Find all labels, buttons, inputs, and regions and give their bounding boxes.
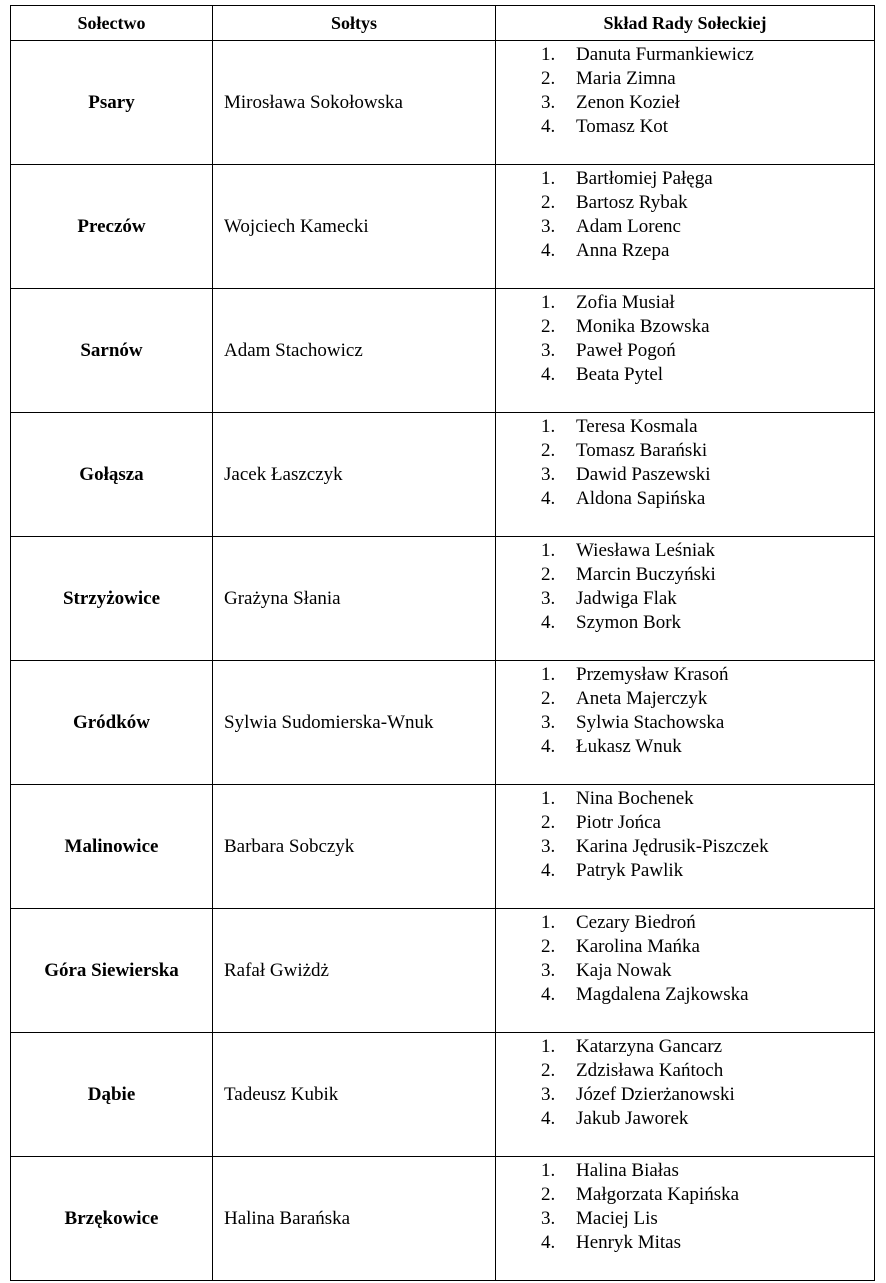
council-member-name: Halina Białas [576, 1160, 679, 1181]
list-number: 1. [541, 540, 556, 561]
council-member-name: Jakub Jaworek [576, 1108, 689, 1129]
village-head-name: Grażyna Słania [213, 537, 496, 661]
council-list [496, 41, 874, 139]
council-list [496, 1033, 874, 1131]
village-name: Góra Siewierska [11, 909, 213, 1033]
list-number: 1. [541, 1160, 556, 1181]
village-head-name: Jacek Łaszczyk [213, 413, 496, 537]
council-member-item [496, 959, 874, 983]
list-number: 2. [541, 440, 556, 461]
council-member-name: Łukasz Wnuk [576, 736, 682, 757]
list-number: 3. [541, 712, 556, 733]
list-number: 3. [541, 92, 556, 113]
council-member-name: Sylwia Stachowska [576, 712, 725, 733]
council-member-name: Karolina Mańka [576, 936, 700, 957]
council-member-name: Patryk Pawlik [576, 860, 684, 881]
list-number: 4. [541, 240, 556, 261]
village-name: Brzękowice [11, 1157, 213, 1281]
village-head-name: Wojciech Kamecki [213, 165, 496, 289]
header-village: Sołectwo [11, 6, 213, 41]
council-member-name: Bartosz Rybak [576, 192, 688, 213]
council-member-name: Paweł Pogoń [576, 340, 676, 361]
council-member-item [496, 663, 874, 687]
council-members [496, 413, 875, 537]
list-number: 1. [541, 1036, 556, 1057]
list-number: 2. [541, 192, 556, 213]
list-number: 4. [541, 364, 556, 385]
list-number: 2. [541, 688, 556, 709]
council-member-name: Anna Rzepa [576, 240, 670, 261]
council-member-name: Zenon Kozieł [576, 92, 680, 113]
council-member-item [496, 463, 874, 487]
list-number: 4. [541, 736, 556, 757]
council-member-item [496, 983, 874, 1007]
council-member-name: Małgorzata Kapińska [576, 1184, 740, 1205]
council-member-item [496, 315, 874, 339]
list-number: 1. [541, 788, 556, 809]
council-member-item [496, 439, 874, 463]
council-list [496, 909, 874, 1007]
list-number: 2. [541, 1060, 556, 1081]
council-member-item [496, 611, 874, 635]
header-row [11, 6, 875, 41]
list-number: 4. [541, 984, 556, 1005]
council-member-item [496, 91, 874, 115]
list-number: 2. [541, 936, 556, 957]
council-member-name: Teresa Kosmala [576, 416, 698, 437]
council-member-name: Aldona Sapińska [576, 488, 706, 509]
table-body [11, 41, 875, 1281]
list-number: 3. [541, 588, 556, 609]
table-row [11, 661, 875, 785]
village-head-name: Halina Barańska [213, 1157, 496, 1281]
council-member-item [496, 415, 874, 439]
list-number: 3. [541, 1208, 556, 1229]
council-members [496, 537, 875, 661]
council-members [496, 41, 875, 165]
village-head-name: Sylwia Sudomierska-Wnuk [213, 661, 496, 785]
list-number: 3. [541, 1084, 556, 1105]
council-member-item [496, 935, 874, 959]
council-member-item [496, 215, 874, 239]
list-number: 1. [541, 416, 556, 437]
council-member-item [496, 239, 874, 263]
list-number: 3. [541, 836, 556, 857]
village-name: Sarnów [11, 289, 213, 413]
council-member-item [496, 1183, 874, 1207]
council-member-item [496, 587, 874, 611]
council-member-name: Aneta Majerczyk [576, 688, 708, 709]
header-council: Skład Rady Sołeckiej [496, 6, 875, 41]
council-member-name: Kaja Nowak [576, 960, 672, 981]
council-member-name: Tomasz Barański [576, 440, 708, 461]
table-row [11, 909, 875, 1033]
council-member-item [496, 1059, 874, 1083]
council-member-item [496, 67, 874, 91]
council-list [496, 785, 874, 883]
council-list [496, 289, 874, 387]
table-row [11, 1033, 875, 1157]
village-name: Gołąsza [11, 413, 213, 537]
council-member-name: Nina Bochenek [576, 788, 694, 809]
council-member-item [496, 1107, 874, 1131]
list-number: 3. [541, 464, 556, 485]
council-member-item [496, 43, 874, 67]
list-number: 2. [541, 68, 556, 89]
list-number: 1. [541, 44, 556, 65]
council-member-name: Jadwiga Flak [576, 588, 677, 609]
village-name: Dąbie [11, 1033, 213, 1157]
table-row [11, 1157, 875, 1281]
council-member-item [496, 787, 874, 811]
header-head: Sołtys [213, 6, 496, 41]
council-member-item [496, 363, 874, 387]
council-members [496, 661, 875, 785]
council-member-name: Maria Zimna [576, 68, 676, 89]
council-member-item [496, 835, 874, 859]
village-name: Psary [11, 41, 213, 165]
table-row [11, 165, 875, 289]
council-member-name: Cezary Biedroń [576, 912, 696, 933]
council-member-item [496, 115, 874, 139]
council-member-name: Piotr Jońca [576, 812, 661, 833]
council-member-item [496, 487, 874, 511]
village-name: Strzyżowice [11, 537, 213, 661]
village-name: Preczów [11, 165, 213, 289]
village-head-name: Tadeusz Kubik [213, 1033, 496, 1157]
council-member-name: Zofia Musiał [576, 292, 675, 313]
list-number: 4. [541, 116, 556, 137]
council-member-name: Maciej Lis [576, 1208, 658, 1229]
council-member-name: Zdzisława Kańtoch [576, 1060, 724, 1081]
list-number: 4. [541, 488, 556, 509]
village-head-name: Barbara Sobczyk [213, 785, 496, 909]
table-row [11, 537, 875, 661]
village-head-name: Adam Stachowicz [213, 289, 496, 413]
council-member-item [496, 859, 874, 883]
council-member-name: Wiesława Leśniak [576, 540, 716, 561]
council-member-name: Danuta Furmankiewicz [576, 44, 754, 65]
council-member-name: Karina Jędrusik-Piszczek [576, 836, 769, 857]
list-number: 2. [541, 812, 556, 833]
list-number: 4. [541, 1232, 556, 1253]
council-member-item [496, 1207, 874, 1231]
council-members [496, 785, 875, 909]
list-number: 1. [541, 292, 556, 313]
list-number: 1. [541, 664, 556, 685]
table-row [11, 785, 875, 909]
council-list [496, 165, 874, 263]
council-member-name: Dawid Paszewski [576, 464, 711, 485]
council-member-item [496, 167, 874, 191]
council-member-item [496, 1159, 874, 1183]
list-number: 3. [541, 216, 556, 237]
council-member-name: Monika Bzowska [576, 316, 710, 337]
council-member-name: Józef Dzierżanowski [576, 1084, 735, 1105]
village-head-name: Mirosława Sokołowska [213, 41, 496, 165]
council-member-name: Magdalena Zajkowska [576, 984, 749, 1005]
council-member-item [496, 1083, 874, 1107]
council-members [496, 165, 875, 289]
council-member-item [496, 687, 874, 711]
list-number: 2. [541, 1184, 556, 1205]
council-member-name: Przemysław Krasoń [576, 664, 729, 685]
list-number: 1. [541, 912, 556, 933]
council-members [496, 909, 875, 1033]
council-member-item [496, 1035, 874, 1059]
council-member-item [496, 563, 874, 587]
list-number: 1. [541, 168, 556, 189]
list-number: 3. [541, 960, 556, 981]
council-member-item [496, 291, 874, 315]
council-member-name: Szymon Bork [576, 612, 682, 633]
council-member-item [496, 811, 874, 835]
council-members [496, 289, 875, 413]
council-list [496, 413, 874, 511]
village-head-name: Rafał Gwiżdż [213, 909, 496, 1033]
list-number: 2. [541, 564, 556, 585]
village-name: Malinowice [11, 785, 213, 909]
village-name: Gródków [11, 661, 213, 785]
council-member-item [496, 711, 874, 735]
list-number: 4. [541, 612, 556, 633]
council-member-item [496, 191, 874, 215]
council-list [496, 1157, 874, 1255]
council-member-name: Henryk Mitas [576, 1232, 682, 1253]
council-member-name: Adam Lorenc [576, 216, 681, 237]
council-members [496, 1033, 875, 1157]
council-member-name: Katarzyna Gancarz [576, 1036, 723, 1057]
council-member-item [496, 339, 874, 363]
table-row [11, 41, 875, 165]
council-member-name: Beata Pytel [576, 364, 664, 385]
council-member-name: Bartłomiej Pałęga [576, 168, 713, 189]
village-council-table [10, 5, 875, 1281]
council-member-item [496, 735, 874, 759]
list-number: 4. [541, 1108, 556, 1129]
table-row [11, 413, 875, 537]
council-member-item [496, 539, 874, 563]
list-number: 2. [541, 316, 556, 337]
council-member-item [496, 1231, 874, 1255]
council-member-name: Marcin Buczyński [576, 564, 716, 585]
list-number: 4. [541, 860, 556, 881]
table-row [11, 289, 875, 413]
council-members [496, 1157, 875, 1281]
list-number: 3. [541, 340, 556, 361]
council-list [496, 661, 874, 759]
council-list [496, 537, 874, 635]
council-member-name: Tomasz Kot [576, 116, 669, 137]
council-member-item [496, 911, 874, 935]
